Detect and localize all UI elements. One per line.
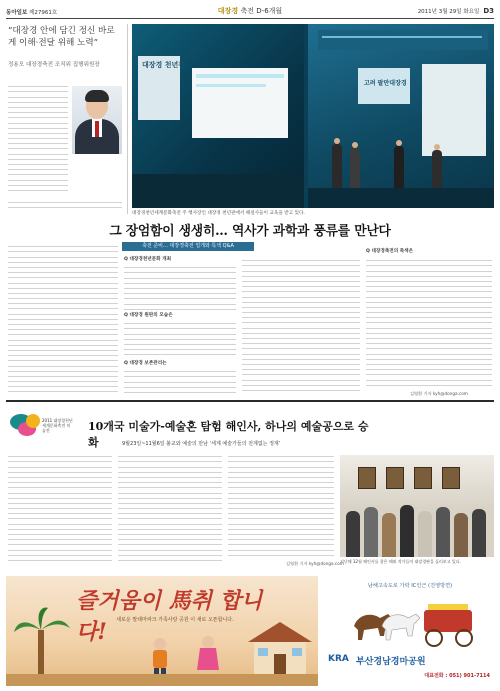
sutra-frame <box>358 467 376 489</box>
kra-logo: KRA <box>328 654 349 664</box>
interview-body-text-continued <box>8 198 122 212</box>
visitor-figure <box>394 146 404 188</box>
mid-article-column-1 <box>8 452 112 566</box>
section-countdown: 축전 D-6개월 <box>240 7 283 15</box>
visitor-figure <box>418 511 432 557</box>
sutra-frame <box>386 467 404 489</box>
qa-heading-1: Q 대장경천년문화 개최 <box>124 257 172 262</box>
exhibition-logo-text: 2011 대장경천년 세계문화축전 미술전 <box>42 418 73 433</box>
exhibition-logo <box>10 410 74 450</box>
exhibit-floor <box>308 188 494 208</box>
visitor-figure <box>346 511 360 557</box>
exhibit-sign: 대장경 천년관 <box>142 61 186 69</box>
ad2-tagline: 남해고속도로 가락 IC인근 (진영방면) <box>367 583 453 589</box>
visitor-figure <box>382 513 396 557</box>
interview-quote: “대장경 안에 담긴 정신 바로게 이해·전달 위해 노력” <box>8 26 115 48</box>
display-sign: 고려 팔만대장경 <box>364 80 407 87</box>
interview-portrait-photo <box>72 86 122 154</box>
mid-subheadline: 9월23일~11월6일 불교와 예술의 만남 ‘세계 예술가들의 전계없는 정재’ <box>122 441 281 447</box>
sutra-frame <box>414 467 432 489</box>
header-date <box>418 7 494 15</box>
article-column-2a <box>124 263 236 311</box>
visitor-figure <box>432 150 442 188</box>
section-divider <box>6 400 494 402</box>
mid-article-column-3 <box>228 452 334 560</box>
visitor-figure <box>400 505 414 557</box>
ad-subtitle: 새로운 말테마파크 가족사랑 공원 이 새로 오픈합니다. <box>116 617 234 623</box>
section-name: 대장경 <box>217 7 239 15</box>
mid-headline: 10개국 미술가-예술혼 탐험 해인사, 하나의 예술공으로 승화 <box>88 420 369 449</box>
mid-reporter-email: 김영환 기자 kyh@donga.com <box>286 561 344 566</box>
racetrack-ad[interactable] <box>324 576 494 686</box>
page-number: D3 <box>483 7 494 15</box>
ad-ground <box>6 674 318 686</box>
visitor-head <box>434 144 440 150</box>
issue-number: 제27961호 <box>29 10 58 16</box>
exhibit-screen <box>192 68 288 138</box>
sutra-frame <box>442 467 460 489</box>
ad2-phone: 대표전화 : 051) 901-7114 <box>424 673 490 679</box>
interview-byline: 정용모 대장경축전 조직위 집행위원장 <box>8 62 100 68</box>
article-column-1 <box>8 242 118 394</box>
visitor-figure <box>364 507 378 557</box>
interview-body-text <box>8 82 68 196</box>
main-photo-caption: 대장경천년세계문화축전 주 행사장인 대장경 천년관에서 해설사들이 교육을 받고 있다. <box>132 211 305 216</box>
qa-heading-3: Q 대장경 보존관리는 <box>124 361 167 366</box>
visitor-figure <box>472 509 486 557</box>
date-text: 2011년 3월 29일 화요일 <box>417 9 480 15</box>
horse-carriage-icon <box>344 596 484 648</box>
mid-photo-caption: 지난해 12월 해인사를 찾은 해외 작가들이 대장경판을 둘러보고 있다. <box>340 559 461 564</box>
exhibit-light <box>196 74 284 78</box>
qa-heading-4: Q 대장경축전의 특색은 <box>366 249 414 254</box>
article-column-4 <box>366 256 492 390</box>
paper-title: 동아일보 <box>6 10 28 16</box>
page-header <box>6 5 494 17</box>
visitor-figure <box>332 144 342 188</box>
visitor-figure <box>436 507 450 557</box>
ad-title: 즐거움이 馬취 합니다! <box>76 588 263 645</box>
article-column-3 <box>242 256 360 394</box>
main-headline: 그 장엄함이 생생히… 역사가 과학과 풍류를 만난다 <box>109 224 391 239</box>
column-divider <box>127 24 128 214</box>
article-column-2b <box>124 319 236 359</box>
ceiling <box>318 30 488 50</box>
ranch-house-icon <box>242 618 318 674</box>
artists-visit-photo <box>340 455 494 557</box>
ceiling-light <box>322 36 482 38</box>
visitor-head <box>396 140 402 146</box>
subhead-badge: 축전 준비… 대장경축전 얼개와 특색 Q&A <box>122 242 254 251</box>
exhibit-light <box>196 84 266 87</box>
reporter-email: 김영환 기자 kyh@donga.com <box>410 391 468 396</box>
visitor-head <box>352 142 358 148</box>
visitor-figure <box>350 148 360 188</box>
park-name: 부산경남경마공원 <box>356 657 426 667</box>
theme-park-ad[interactable] <box>6 576 318 686</box>
article-column-2c <box>124 367 236 395</box>
main-exhibit-photo <box>132 24 494 208</box>
visitor-figure <box>454 513 468 557</box>
display-panel <box>422 64 486 156</box>
qa-heading-2: Q 대장경 원판의 모습은 <box>124 313 173 318</box>
mid-article-column-2 <box>118 452 222 566</box>
visitor-head <box>334 138 340 144</box>
exhibit-floor <box>132 174 304 208</box>
header-rule <box>6 18 494 19</box>
